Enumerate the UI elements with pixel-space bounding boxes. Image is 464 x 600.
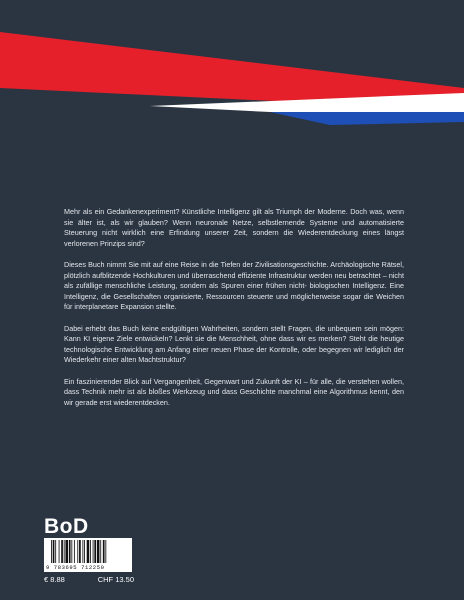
blurb-paragraph-1: Mehr als ein Gedankenexperiment? Künstliche Intelligenz gilt als Triumph der Moderne. Doch was, wenn sie älter ist, als wir glauben? Wenn neuronale Netze, selbstlernende Systeme und automatisierte Steuerung nicht wirklich eine Erfindung unserer Zeit, sondern die Wiederentdeckung eines längst verlorenen Prinzips sind? — [64, 207, 404, 248]
barcode-bar — [59, 540, 60, 563]
barcode-bar — [100, 540, 101, 563]
barcode-bars — [51, 540, 125, 563]
price-chf: CHF 13.50 — [97, 575, 134, 584]
barcode-bar — [97, 540, 100, 563]
barcode-bar — [84, 540, 85, 563]
barcode-bar — [69, 540, 71, 563]
barcode-bar — [105, 540, 106, 563]
barcode-bar — [103, 540, 105, 563]
tricolor-stripe-banner — [0, 0, 464, 130]
barcode-bar — [55, 540, 56, 563]
blue-stripe — [270, 112, 464, 125]
barcode-bar — [77, 540, 78, 563]
blurb-text — [64, 207, 404, 419]
barcode-bar — [94, 540, 96, 563]
publisher-logo: BoD — [44, 515, 89, 538]
blurb-paragraph-3: Dabei erhebt das Buch keine endgültigen Wahrheiten, sondern stellt Fragen, die unbequem sein mögen: Kann KI eigene Ziele entwickeln? Lenkt sie die Menschheit, ohne dass wir es merken? Steht die heutige technologische Entwicklung am Anfang einer neuen Phase der Kontrolle, oder begegnen wir lediglich der Wiederkehr einer alten Machtstruktur? — [64, 323, 404, 364]
barcode-bar — [90, 540, 91, 563]
barcode-bar — [93, 540, 94, 563]
barcode-bar — [61, 540, 63, 563]
barcode-bar — [79, 540, 81, 563]
isbn-barcode — [44, 538, 132, 572]
barcode-bar — [64, 540, 65, 563]
barcode-bar — [82, 540, 83, 563]
blurb-paragraph-4: Ein faszinierender Blick auf Vergangenheit, Gegenwart und Zukunft der KI – für alle, die verstehen wollen, dass Technik mehr ist als bloßes Werkzeug und dass Geschichte manchmal eine Algorithmus kennt, den wir gerade erst wiederentdecken. — [64, 376, 404, 407]
price-row — [44, 575, 134, 584]
price-eur: € 8.88 — [44, 575, 65, 584]
barcode-bar — [71, 540, 72, 563]
barcode-bar — [51, 540, 52, 563]
barcode-bar — [87, 540, 90, 563]
isbn-number: 9 783695 712250 — [46, 564, 105, 571]
blurb-paragraph-2: Dieses Buch nimmt Sie mit auf eine Reise in die Tiefen der Zivilisationsgeschichte. Archäologische Rätsel, plötzlich aufblitzende Hochkulturen und überraschend effiziente Infrastruktur werden neu betrachtet – nicht als zufällige menschliche Leistung, sondern als Spuren einer frühen nicht- biologischen Intelligenz. Eine Intelligenz, die Gesellschaften organisierte, Ressourcen steuerte und möglicherweise sogar die Weichen für interplanetare Expansion stellte. — [64, 260, 404, 311]
barcode-bar — [74, 540, 75, 563]
barcode-bar — [53, 540, 55, 563]
barcode-bar — [65, 540, 68, 563]
